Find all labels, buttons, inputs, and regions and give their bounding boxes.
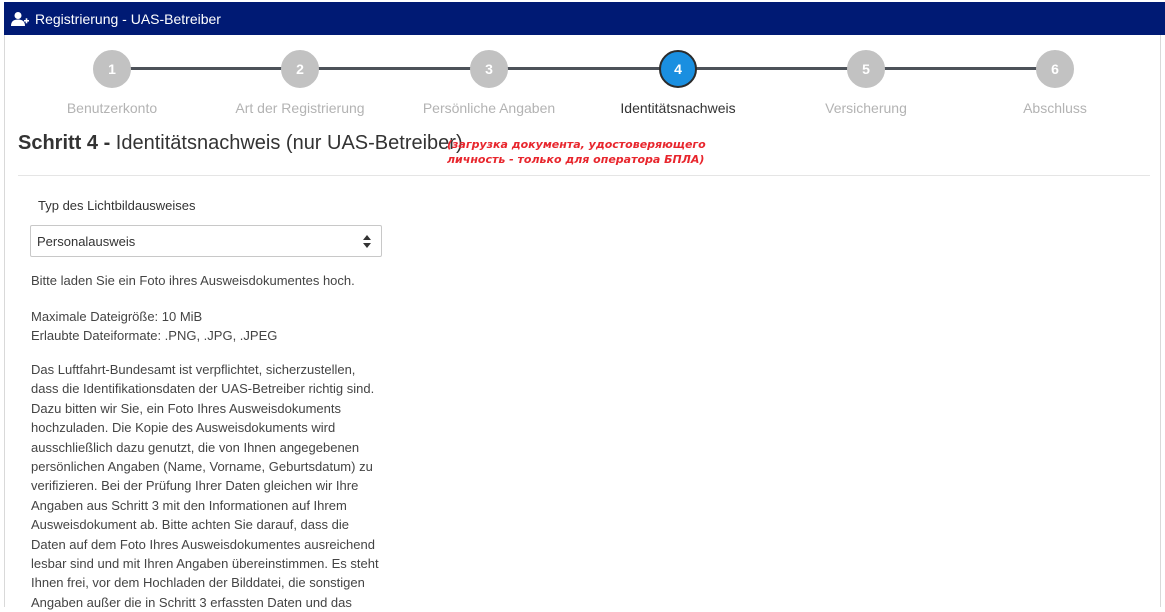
max-file-size: Maximale Dateigröße: 10 MiB	[31, 309, 203, 324]
russian-annotation: (загрузка документа, удостоверяющего личность - только для оператора БПЛА)	[447, 138, 706, 166]
step-1-number: 1	[93, 50, 131, 88]
user-plus-icon	[11, 11, 29, 27]
step-6[interactable]	[960, 50, 1150, 116]
info-paragraph: Das Luftfahrt-Bundesamt ist verpflichtet, sicherzustellen, dass die Identifikationsdaten der UAS-Betreiber richtig sind. Dazu bitten wir Sie, ein Foto Ihres Ausweisdokuments hochzuladen. Die Kopie des Ausweisdokuments wird ausschließlich dazu genutzt, die von Ihnen angegebenen persönlichen Angaben (Name, Vorname, Geburtsdatum) zu verifizieren. Bei der Prüfung Ihrer Daten gleichen wir Ihre Angaben aus Schritt 3 mit den Informationen auf Ihrem Ausweisdokument ab. Bitte achten Sie darauf, dass die Daten auf dem Foto Ihres Ausweisdokumentes ausreichend lesbar sind und mit Ihren Angaben übereinstimmen. Es steht Ihnen frei, vor dem Hochladen der Bilddatei, die sonstigen Angaben außer die in Schritt 3 erfassten Daten und das	[31, 362, 379, 610]
id-type-value: Personalausweis	[37, 233, 136, 249]
step-1-label: Benutzerkonto	[66, 100, 158, 116]
step-3[interactable]	[394, 50, 584, 116]
id-type-label: Typ des Lichtbildausweises	[38, 198, 196, 213]
step-1[interactable]	[17, 50, 207, 116]
step-2-number: 2	[281, 50, 319, 88]
allowed-formats: Erlaubte Dateiformate: .PNG, .JPG, .JPEG	[31, 328, 278, 343]
page-title-step: Schritt 4 -	[18, 132, 111, 154]
step-2-label: Art der Registrierung	[235, 100, 365, 116]
step-6-label: Abschluss	[1023, 100, 1087, 116]
step-3-label: Persönliche Angaben	[422, 100, 556, 116]
step-4-label: Identitätsnachweis	[620, 100, 736, 116]
step-5-label: Versicherung	[825, 100, 907, 116]
page-title	[18, 132, 463, 155]
window-titlebar	[4, 2, 1165, 35]
step-4-number: 4	[659, 50, 697, 88]
step-4[interactable]	[583, 50, 773, 116]
step-5-number: 5	[847, 50, 885, 88]
id-type-select[interactable]	[30, 225, 382, 257]
section-divider	[18, 175, 1150, 176]
step-2[interactable]	[205, 50, 395, 116]
step-5[interactable]	[771, 50, 961, 116]
upload-hint: Bitte laden Sie ein Foto ihres Ausweisdokumentes hoch.	[31, 273, 355, 288]
page-title-text: Identitätsnachweis (nur UAS-Betreiber)	[110, 132, 463, 154]
window-title: Registrierung - UAS-Betreiber	[35, 10, 221, 27]
step-6-number: 6	[1036, 50, 1074, 88]
step-3-number: 3	[470, 50, 508, 88]
select-arrows-icon	[363, 235, 371, 248]
